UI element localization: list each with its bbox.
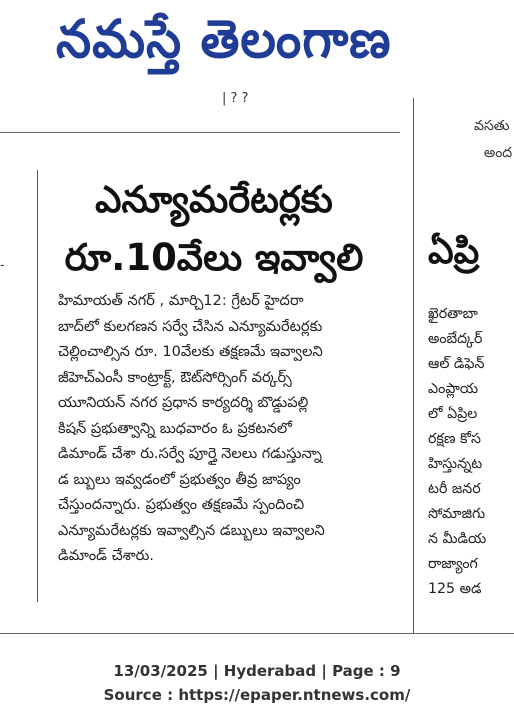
top-center-fragment: | ? ?: [222, 91, 249, 106]
right-body-line: న మీడియ: [428, 531, 487, 547]
top-right-fragment-1: వసతు: [474, 118, 510, 134]
right-body-line: హిస్తున్నట: [428, 456, 483, 472]
article-headline-line-2: రూ.10వేలు ఇవ్వాలి: [64, 236, 364, 279]
right-body-line: లో ఏప్రిల: [428, 406, 478, 422]
right-body-line: అంబేద్కర్: [428, 331, 483, 347]
bottom-separator: [0, 633, 514, 634]
left-column-rule: [37, 170, 38, 602]
article-body-line: డ బ్బులు ఇవ్వడంలో ప్రభుత్వం తీవ్ర జాప్యం: [58, 470, 301, 488]
footer-source-line: Source : https://epaper.ntnews.com/: [103, 686, 411, 704]
article-body-line: చేస్తుందన్నారు. ప్రభుత్వం తక్షణమే స్పందించి: [58, 496, 305, 513]
right-article-headline-box: [428, 222, 514, 282]
article-body-line: డిమాండ్ చేశారు.: [58, 547, 154, 564]
right-body-line: 125 అడ: [428, 581, 482, 597]
top-separator: [0, 132, 400, 133]
left-edge-mark: -: [0, 258, 5, 273]
top-right-fragment-2: అంద: [484, 145, 513, 161]
article-body-line: హిమాయత్ నగర్ , మార్చి12: గ్రేటర్ హైదరా: [58, 292, 304, 309]
article-body-line: జీహెచ్ఎంసీ కాంట్రాక్ట్, ఔట్‌సోర్సింగ్ వర్కర్స్: [58, 368, 292, 386]
article-body: [58, 288, 384, 569]
right-body-line: రాజ్యాంగ: [428, 556, 478, 572]
article-body-line: చెల్లించాల్సిన రూ. 10వేలకు తక్షణమే ఇవ్వాలని: [58, 343, 323, 360]
right-body-line: రక్షణ కోస: [428, 431, 481, 447]
right-body-line: ఎంప్లాయ: [428, 381, 479, 397]
article-body-line: డిమాండ్ చేశా రు.సర్వే పూర్తై నెలలు గడుస్తున్నా: [58, 445, 322, 462]
article-body-line: యూనియన్ నగర ప్రధాన కార్యదర్శి బొడ్డుపల్లి: [58, 394, 309, 411]
article-headline-line-1: ఎన్యూమరేటర్లకు: [95, 178, 333, 221]
right-body-line: ఖైరతాబా: [428, 306, 478, 322]
right-body-line: సోమాజిగు: [428, 506, 486, 522]
right-body-line: టరీ జనర: [428, 481, 481, 497]
article-body-line: కిషన్ ప్రభుత్వాన్ని బుధవారం ఓ ప్రకటనలో: [58, 419, 292, 437]
newspaper-logo: నమస్తే తెలంగాణ: [56, 8, 392, 70]
right-body-line: ఆల్ డిఫెన్: [428, 356, 485, 372]
article-body-line: బాద్‌లో కులగణన సర్వే చేసిన ఎన్యూమరేటర్లకు: [58, 317, 323, 335]
right-article-headline: ఏప్రి: [428, 231, 480, 272]
masthead: [0, 0, 514, 80]
right-article-body: [428, 302, 514, 632]
column-rule: [413, 98, 414, 633]
footer-date-line: 13/03/2025 | Hyderabad | Page : 9: [113, 662, 401, 680]
article-body-line: ఎన్యూమరేటర్లకు ఇవ్వాల్సిన డబ్బులు ఇవ్వాలని: [58, 521, 325, 539]
